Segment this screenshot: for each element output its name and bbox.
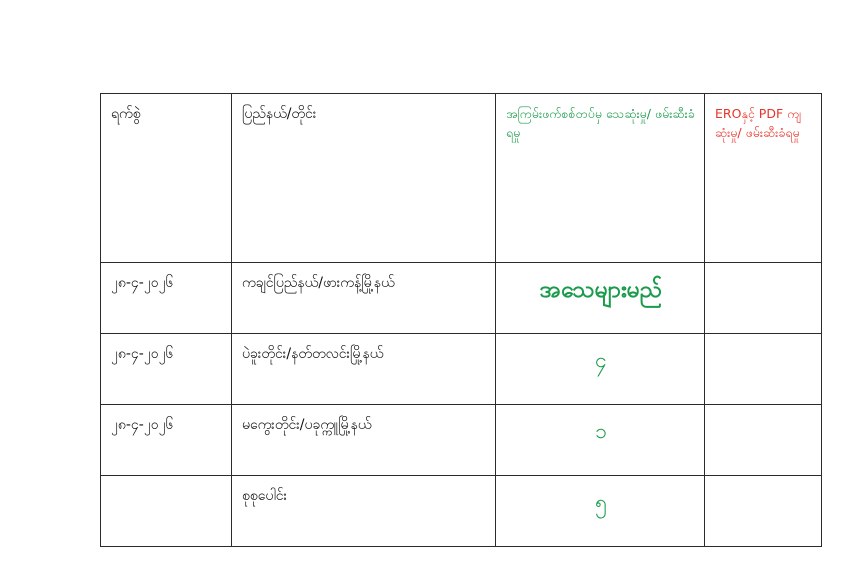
table-row <box>101 334 822 405</box>
cell-ero-pdf-total <box>705 476 822 547</box>
table-row <box>101 405 822 476</box>
cell-region-total: စုစုပေါင်း <box>232 476 496 547</box>
table-total-row <box>101 476 822 547</box>
cell-deaths-arrests: အသေများမည် <box>496 263 705 334</box>
header-cell-deaths-arrests: အကြမ်းဖက်စစ်တပ်မှ သေဆုံးမှု/ ဖမ်းဆီးခံရမှု <box>496 94 705 263</box>
header-cell-date: ရက်စွဲ <box>101 94 232 263</box>
data-table <box>100 93 822 547</box>
cell-date <box>101 476 232 547</box>
cell-deaths-arrests-total: ၅ <box>496 476 705 547</box>
cell-deaths-arrests: ၁ <box>496 405 705 476</box>
cell-region: ကချင်ပြည်နယ်/ဖားကန့်မြို့နယ် <box>232 263 496 334</box>
cell-ero-pdf <box>705 263 822 334</box>
cell-region: မကွေးတိုင်း/ပခုက္ကူမြို့နယ် <box>232 405 496 476</box>
cell-date: ၂၈-၄-၂၀၂၆ <box>101 405 232 476</box>
table-row <box>101 263 822 334</box>
cell-date: ၂၈-၄-၂၀၂၆ <box>101 334 232 405</box>
header-cell-ero-pdf: EROနှင့် PDF ကျဆုံးမှု/ ဖမ်းဆီးခံရမှု <box>705 94 822 263</box>
cell-deaths-arrests: ၄ <box>496 334 705 405</box>
table-header-row <box>101 94 822 263</box>
cell-ero-pdf <box>705 334 822 405</box>
cell-date: ၂၈-၄-၂၀၂၆ <box>101 263 232 334</box>
cell-ero-pdf <box>705 405 822 476</box>
header-cell-region: ပြည်နယ်/တိုင်း <box>232 94 496 263</box>
cell-region: ပဲခူးတိုင်း/နတ်တလင်းမြို့နယ် <box>232 334 496 405</box>
